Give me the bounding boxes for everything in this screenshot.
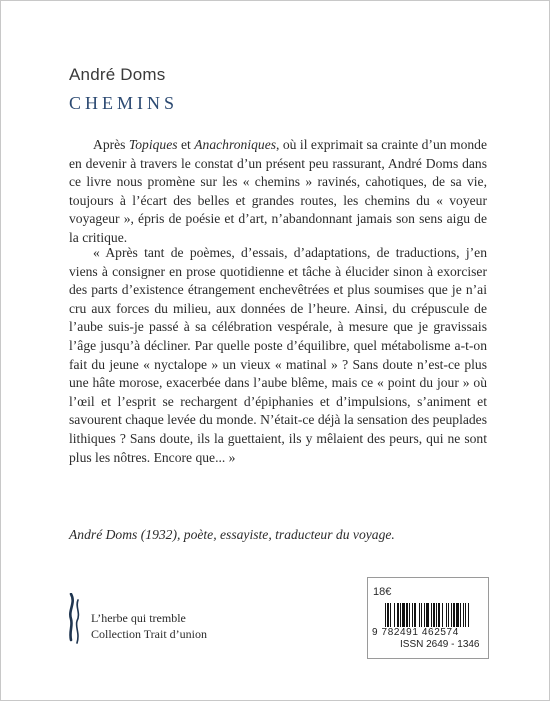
book-title: CHEMINS (69, 93, 179, 113)
barcode-bar (446, 603, 447, 627)
barcode-bar (465, 603, 466, 627)
author-bio: André Doms (1932), poète, essayiste, traducteur du voyage. (69, 527, 395, 542)
barcode-bar (438, 603, 440, 627)
collection-name: Collection Trait d’union (91, 627, 208, 641)
barcode-bars (385, 603, 481, 627)
price-label: 18€ (373, 586, 392, 598)
barcode-bar (451, 603, 452, 627)
book-reference-topiques: Topiques (128, 137, 178, 152)
description-paragraph (69, 136, 487, 248)
quote-paragraph: « Après tant de poèmes, d’essais, d’adaptations, de traductions, j’en viens à consigner en prose quotidienne et tâche à élucider sinon à exorciser des parts d’existence étrangement enchevêtrées et plus soumises que je n’ai cru aux forces du milieu, aux données de l’heure. Ainsi, du crépuscule de l’aube suis-je passé à sa célébration vespérale, à mesure que je gravissais l’âge jusqu’à décliner. Par quelle poste d’équilibre, quel métabolisme a-t-on fait du jeune « nyctalope » un vieux « matinal » ? Sans doute n’est-ce plus une hâte morose, exacerbée dans l’aube blême, mais ce « point du jour » où l’œil et l’esprit se rechargent d’épiphanies et d’impulsions, s’animent et savourent chaque levée du monde. N’était-ce déjà la sensation des peuplades lithiques ? Sans doute, ils la guettaient, ils y mêlaient des peurs, qui ne sont plus les nôtres. Encore que... » (69, 245, 487, 465)
barcode-bar (433, 603, 435, 627)
barcode-bar (436, 603, 437, 627)
barcode-bar (406, 603, 408, 627)
barcode-bar (431, 603, 432, 627)
ean-digits: 9 782491 462574 (372, 627, 459, 638)
issn-label: ISSN 2649 - 1346 (400, 639, 480, 650)
publisher-block (91, 610, 207, 642)
barcode-bar (419, 603, 420, 627)
barcode-bar (414, 603, 416, 627)
barcode-bar (442, 603, 443, 627)
description-text-3: , où il exprimait sa crainte d’un monde en devenir à travers le constat d’un présent peu rassurant, André Doms dans ce livre nous promène sur les « chemins » ravinés, cahotiques, de sa vie, toujours à l’écart des belles et grandes routes, les chemins du « voyeur voyageur », épris de poésie et d’art, n’abandonnant jamais son sens aigu de la critique. (69, 137, 487, 245)
barcode-bar (456, 603, 459, 627)
barcode-bar (387, 603, 389, 627)
barcode-bar (424, 603, 425, 627)
barcode-bar (402, 603, 405, 627)
barcode-bar (421, 603, 422, 627)
description-text-2: et (177, 137, 195, 152)
barcode-bar (394, 603, 395, 627)
barcode-bar (426, 603, 429, 627)
publisher-name: L’herbe qui tremble (91, 611, 186, 625)
barcode-bar (400, 603, 401, 627)
barcode-bar (463, 603, 464, 627)
barcode-bar (448, 603, 449, 627)
barcode-bar (385, 603, 386, 627)
author-name: André Doms (69, 65, 166, 84)
barcode-bar (397, 603, 399, 627)
barcode-bar (468, 603, 469, 627)
barcode-bar (390, 603, 391, 627)
description-text-1: Après (93, 137, 129, 152)
grass-blade-logo-icon (65, 593, 85, 645)
barcode-bar (460, 603, 461, 627)
barcode-bar (412, 603, 413, 627)
barcode-bar (453, 603, 455, 627)
book-reference-anachroniques: Anachroniques (194, 137, 277, 152)
barcode-bar (409, 603, 410, 627)
